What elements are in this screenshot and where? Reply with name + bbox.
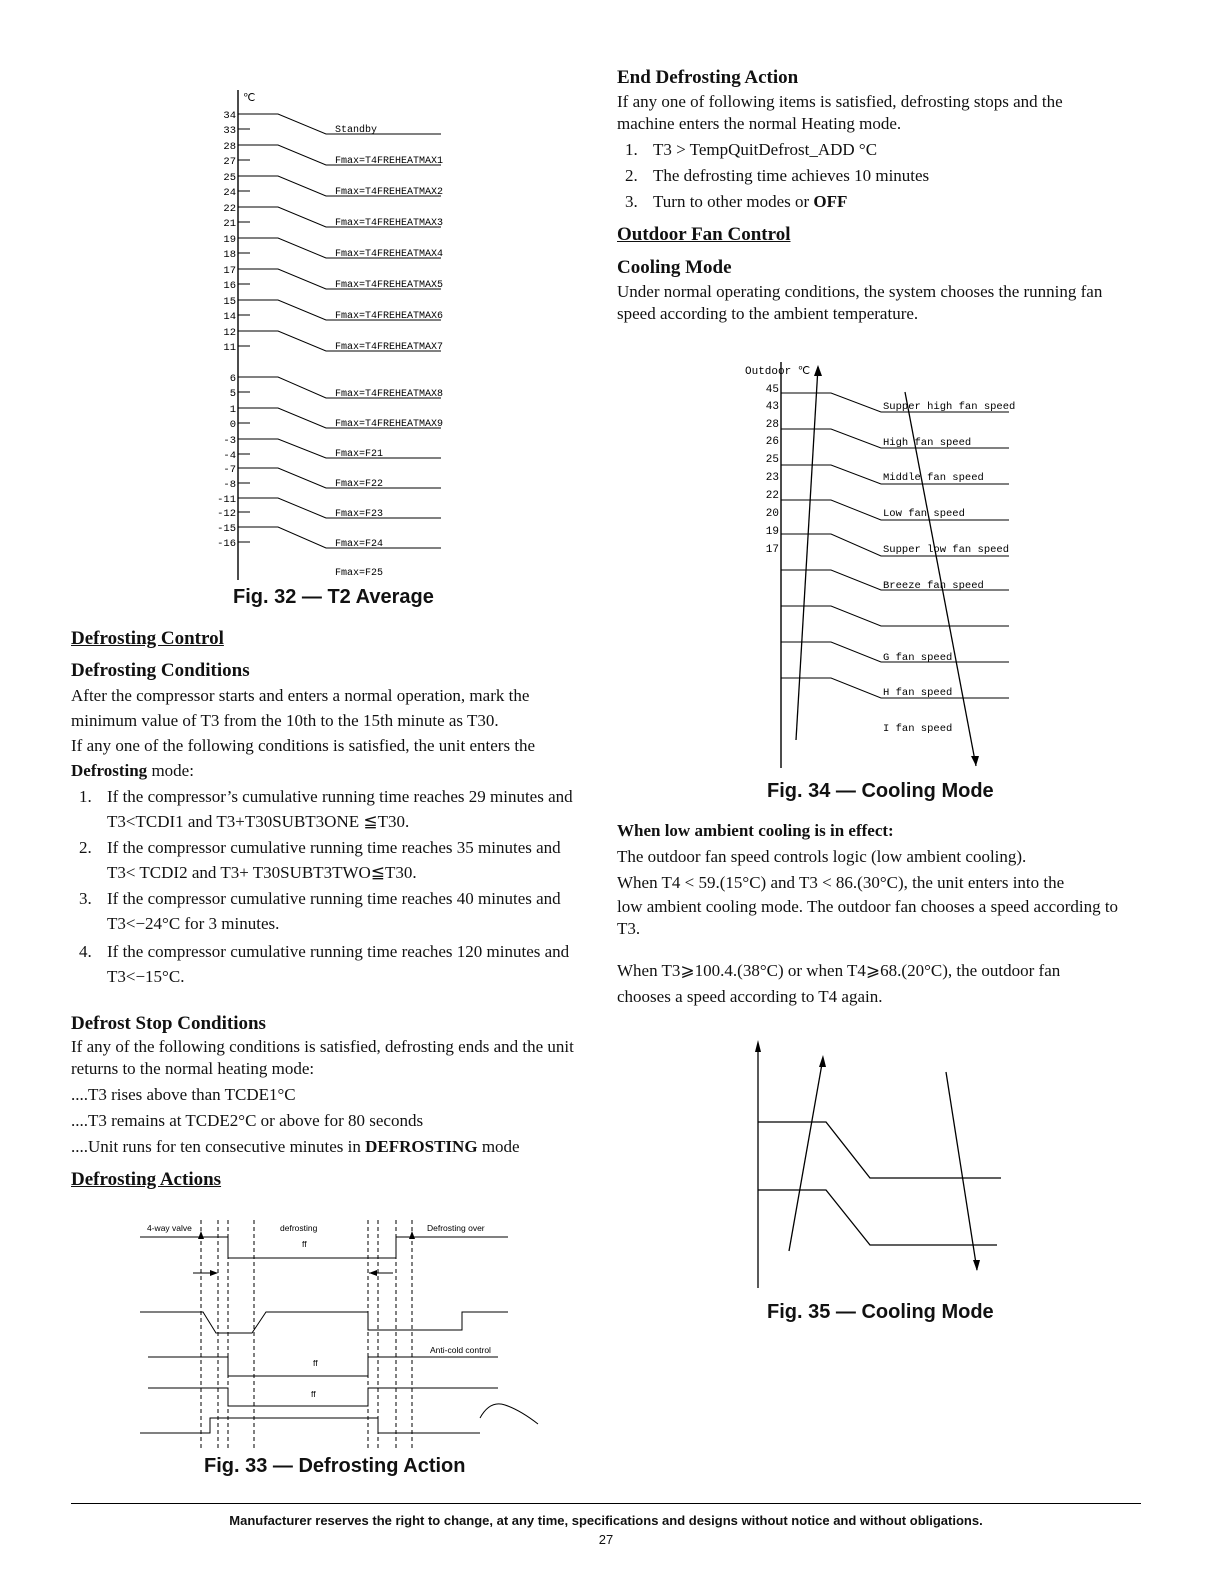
tick-label: 43 xyxy=(765,401,779,413)
tick-label: 22 xyxy=(765,490,779,502)
tick-label: 28 xyxy=(765,419,779,431)
speed-label: Fmax=F25 xyxy=(335,568,384,579)
tick-label: -16 xyxy=(217,538,236,550)
paragraph xyxy=(71,758,601,783)
svg-text:℃: ℃ xyxy=(243,93,256,105)
defrosting-actions-heading: Defrosting Actions xyxy=(71,1169,222,1190)
speed-label: High fan speed xyxy=(883,437,972,449)
speed-label: Fmax=T4FREHEATMAX9 xyxy=(335,419,444,430)
list-number: 1. xyxy=(79,787,92,806)
tick-label: 5 xyxy=(229,388,236,400)
speed-label: Fmax=T4FREHEATMAX2 xyxy=(335,187,444,198)
speed-label: Fmax=T4FREHEATMAX6 xyxy=(335,311,444,322)
list-text: If the compressor’s cumulative running time reaches 29 minutes and xyxy=(107,787,573,806)
list-text: T3<TCDI1 and T3+T30SUBT3ONE ≦T30. xyxy=(107,812,410,831)
svg-text:Defrosting over: Defrosting over xyxy=(427,1223,485,1233)
page-number: 27 xyxy=(598,1532,614,1547)
footer-notice: Manufacturer reserves the right to change, at any time, specifications and designs without notice and without obligations. xyxy=(229,1513,983,1528)
defrost-stop-heading: Defrost Stop Conditions xyxy=(71,1013,266,1034)
list-text: If the compressor cumulative running time reaches 120 minutes and xyxy=(107,942,570,961)
fig33-caption: Fig. 33 — Defrosting Action xyxy=(204,1455,466,1477)
tick-label: 22 xyxy=(223,203,236,215)
list-item xyxy=(617,137,1147,163)
svg-text:defrosting: defrosting xyxy=(280,1223,318,1233)
paragraph: When T4 < 59.(15°C) and T3 < 86.(30°C), the unit enters into the xyxy=(617,873,1065,892)
paragraph: After the compressor starts and enters a normal operation, mark the xyxy=(71,686,530,705)
list-item xyxy=(71,939,601,989)
fig34-caption: Fig. 34 — Cooling Mode xyxy=(767,780,994,802)
tick-label: 34 xyxy=(223,110,236,122)
bold-text: OFF xyxy=(813,192,848,211)
paragraph: speed according to the ambient temperature. xyxy=(617,304,919,323)
svg-text:Anti-cold control: Anti-cold control xyxy=(430,1345,491,1355)
list-item xyxy=(71,784,601,834)
tick-label: 14 xyxy=(223,311,236,323)
tick-label: 45 xyxy=(765,384,779,396)
speed-label: Fmax=T4FREHEATMAX7 xyxy=(335,342,444,353)
low-ambient-heading: When low ambient cooling is in effect: xyxy=(617,821,894,840)
end-defrosting-heading: End Defrosting Action xyxy=(617,67,799,88)
end-defrosting-section xyxy=(617,67,1147,325)
speed-label: Fmax=T4FREHEATMAX1 xyxy=(335,156,444,167)
speed-label: Middle fan speed xyxy=(883,472,984,484)
svg-text:ff: ff xyxy=(302,1239,307,1249)
list-text: T3< TCDI2 and T3+ T30SUBT3TWO≦T30. xyxy=(107,863,417,882)
list-text: If the compressor cumulative running time reaches 40 minutes and xyxy=(107,889,561,908)
list-text: T3 > TempQuitDefrost_ADD °C xyxy=(653,140,878,159)
tick-label: 17 xyxy=(765,544,779,556)
tick-label: 25 xyxy=(223,172,236,184)
tick-label: 1 xyxy=(229,404,236,416)
defrosting-conditions-heading: Defrosting Conditions xyxy=(71,660,250,681)
paragraph: The outdoor fan speed controls logic (low ambient cooling). xyxy=(617,847,1027,866)
list-item xyxy=(617,189,1147,215)
tick-label: 6 xyxy=(229,373,236,385)
tick-label: -4 xyxy=(223,450,236,462)
speed-label: Fmax=F23 xyxy=(335,509,384,520)
tick-label: -3 xyxy=(223,435,236,447)
tick-label: 18 xyxy=(223,249,236,261)
tick-label: -12 xyxy=(217,508,236,520)
defrost-conditions-list xyxy=(71,784,601,989)
speed-label: H fan speed xyxy=(883,687,953,699)
tick-label: 33 xyxy=(223,125,236,137)
bold-text: DEFROSTING xyxy=(365,1137,478,1156)
paragraph: ....T3 remains at TCDE2°C or above for 80 seconds xyxy=(71,1111,424,1130)
list-item xyxy=(71,835,601,885)
list-number: 3. xyxy=(79,889,92,908)
tick-label: 26 xyxy=(765,436,779,448)
list-item xyxy=(71,886,601,936)
tick-label: -11 xyxy=(217,494,236,506)
tick-label: 0 xyxy=(229,419,236,431)
paragraph: returns to the normal heating mode: xyxy=(71,1059,315,1078)
speed-label: Fmax=T4FREHEATMAX5 xyxy=(335,280,444,291)
cooling-mode-heading: Cooling Mode xyxy=(617,257,732,278)
tick-label: -8 xyxy=(223,479,236,491)
defrosting-control-section xyxy=(71,628,601,989)
speed-label: Breeze fan speed xyxy=(883,580,984,592)
outdoor-fan-heading: Outdoor Fan Control xyxy=(617,224,791,245)
list-number: 2. xyxy=(79,838,92,857)
defrost-stop-section xyxy=(71,1013,601,1191)
speed-label: Fmax=F22 xyxy=(335,479,384,490)
tick-label: 17 xyxy=(223,265,236,277)
text: ....Unit runs for ten consecutive minutes in xyxy=(71,1137,366,1156)
list-number: 3. xyxy=(625,192,638,211)
tick-label: 24 xyxy=(223,187,236,199)
list-text: T3<−24°C for 3 minutes. xyxy=(107,914,280,933)
paragraph: When T3⩾100.4.(38°C) or when T4⩾68.(20°C), the outdoor fan xyxy=(617,961,1061,980)
paragraph: If any one of the following conditions is satisfied, the unit enters the xyxy=(71,736,536,755)
low-ambient-section xyxy=(617,818,1152,1010)
fig32-chart xyxy=(0,0,612,600)
tick-label: 28 xyxy=(223,141,236,153)
end-defrosting-list xyxy=(617,137,1147,215)
tick-label: 12 xyxy=(223,327,236,339)
tick-label: 20 xyxy=(765,508,779,520)
defrosting-control-heading: Defrosting Control xyxy=(71,628,224,649)
speed-label: I fan speed xyxy=(883,723,953,735)
list-text: If the compressor cumulative running time reaches 35 minutes and xyxy=(107,838,561,857)
tick-label: 25 xyxy=(765,454,779,466)
bold-text: Defrosting xyxy=(71,761,148,780)
paragraph: Under normal operating conditions, the system chooses the running fan xyxy=(617,282,1103,301)
list-text: T3<−15°C. xyxy=(107,967,185,986)
fig35-chart xyxy=(612,1030,1224,1300)
footer-divider xyxy=(71,1503,1141,1504)
text: mode xyxy=(477,1137,520,1156)
paragraph: minimum value of T3 from the 10th to the 15th minute as T30. xyxy=(71,711,499,730)
tick-label: 19 xyxy=(223,234,236,246)
paragraph: ....T3 rises above than TCDE1°C xyxy=(71,1085,296,1104)
paragraph: If any of the following conditions is satisfied, defrosting ends and the unit xyxy=(71,1037,574,1056)
fig35-caption: Fig. 35 — Cooling Mode xyxy=(767,1301,994,1323)
paragraph: T3. xyxy=(617,919,641,938)
fig33-timing-diagram xyxy=(0,1200,612,1460)
svg-text:ff: ff xyxy=(311,1389,316,1399)
speed-label: Low fan speed xyxy=(883,508,965,520)
step-line xyxy=(781,606,1009,626)
speed-label: G fan speed xyxy=(883,652,953,664)
speed-label: Standby xyxy=(335,125,378,136)
speed-label: Fmax=F21 xyxy=(335,449,384,460)
svg-text:Outdoor ℃: Outdoor ℃ xyxy=(745,366,811,378)
tick-label: 16 xyxy=(223,280,236,292)
paragraph: machine enters the normal Heating mode. xyxy=(617,114,902,133)
tick-label: 23 xyxy=(765,472,779,484)
text: mode: xyxy=(147,761,194,780)
tick-label: -7 xyxy=(223,464,236,476)
speed-label: Fmax=T4FREHEATMAX3 xyxy=(335,218,444,229)
svg-text:4-way valve: 4-way valve xyxy=(147,1223,192,1233)
tick-label: -15 xyxy=(217,523,236,535)
speed-label: Supper low fan speed xyxy=(883,544,1010,556)
list-item xyxy=(617,163,1147,189)
list-number: 4. xyxy=(79,942,92,961)
list-number: 1. xyxy=(625,140,638,159)
tick-label: 21 xyxy=(223,218,236,230)
speed-label: Fmax=T4FREHEATMAX8 xyxy=(335,389,444,400)
list-text: Turn to other modes or xyxy=(653,192,814,211)
paragraph xyxy=(71,1134,601,1160)
tick-label: 15 xyxy=(223,296,236,308)
paragraph: chooses a speed according to T4 again. xyxy=(617,987,883,1006)
list-text: The defrosting time achieves 10 minutes xyxy=(653,166,930,185)
tick-label: 27 xyxy=(223,156,236,168)
paragraph: low ambient cooling mode. The outdoor fan chooses a speed according to xyxy=(617,897,1119,916)
speed-label: Fmax=F24 xyxy=(335,539,384,550)
tick-label: 11 xyxy=(223,342,236,354)
speed-label: Fmax=T4FREHEATMAX4 xyxy=(335,249,444,260)
tick-label: 19 xyxy=(765,526,779,538)
svg-text:ff: ff xyxy=(313,1358,318,1368)
fig32-caption: Fig. 32 — T2 Average xyxy=(233,586,434,608)
speed-label: Supper high fan speed xyxy=(883,401,1016,413)
paragraph: If any one of following items is satisfied, defrosting stops and the xyxy=(617,92,1063,111)
list-number: 2. xyxy=(625,166,638,185)
fig34-chart xyxy=(612,355,1224,775)
